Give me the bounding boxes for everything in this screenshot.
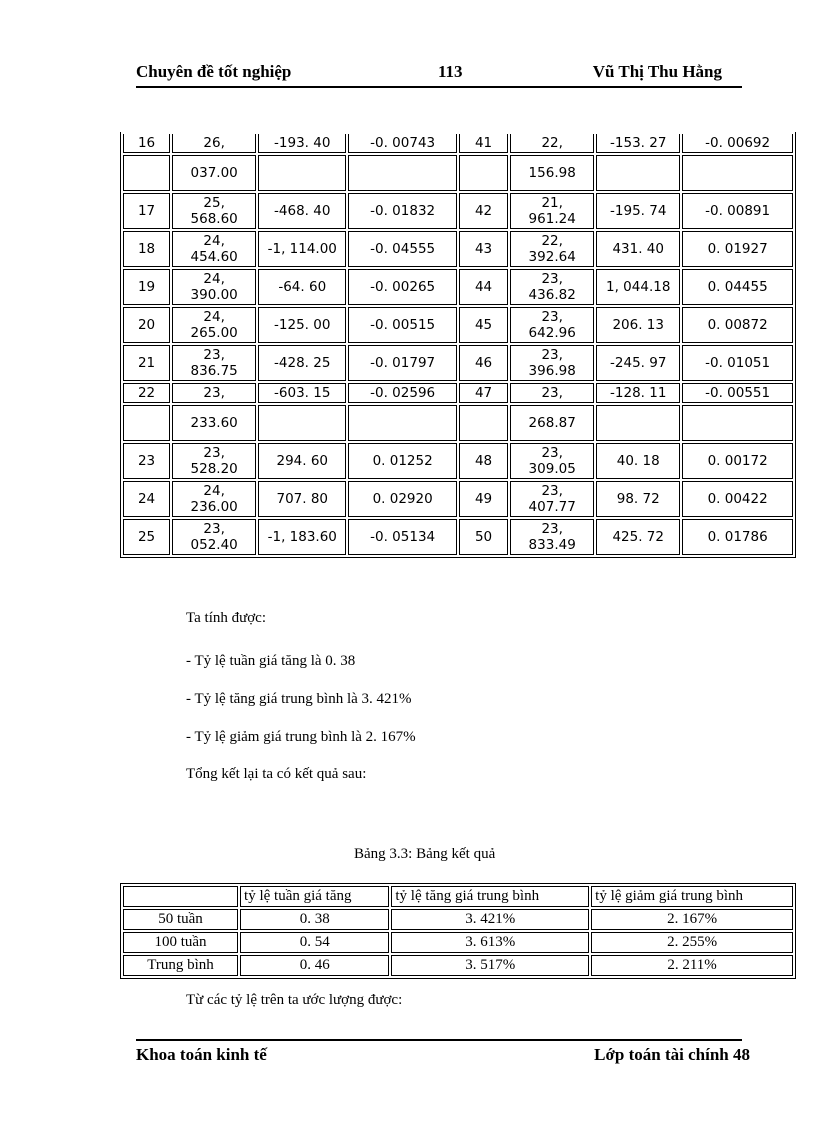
table-cell: 22 (123, 383, 170, 403)
table-cell (348, 155, 457, 191)
summary-cell: 0. 38 (240, 909, 389, 930)
table-cell: -128. 11 (596, 383, 680, 403)
table-cell (682, 405, 793, 441)
table-cell: 23, 052.40 (172, 519, 256, 555)
table-cell: 23, 836.75 (172, 345, 256, 381)
table-cell: 98. 72 (596, 481, 680, 517)
table-cell (123, 155, 170, 191)
table-cell: 23, 407.77 (510, 481, 594, 517)
summary-row (123, 909, 793, 930)
table-cell: 268.87 (510, 405, 594, 441)
header-author: Vũ Thị Thu Hằng (592, 62, 722, 81)
table-cell: 0. 04455 (682, 269, 793, 305)
table-row (123, 193, 793, 229)
summary-cell: 0. 46 (240, 955, 389, 976)
table-cell: 0. 01252 (348, 443, 457, 479)
summary-cell: 3. 421% (391, 909, 589, 930)
table-cell: -0. 00891 (682, 193, 793, 229)
table-cell: 206. 13 (596, 307, 680, 343)
table-cell: 425. 72 (596, 519, 680, 555)
table-cell: 25 (123, 519, 170, 555)
table-cell: 24, 390.00 (172, 269, 256, 305)
page-footer (136, 1039, 750, 1069)
table-cell: -0. 02596 (348, 383, 457, 403)
table-cell: -0. 01832 (348, 193, 457, 229)
table-cell: 45 (459, 307, 508, 343)
table-cell: 294. 60 (258, 443, 346, 479)
summary-cell: 3. 613% (391, 932, 589, 953)
table-cell: 21 (123, 345, 170, 381)
table-cell: 47 (459, 383, 508, 403)
table-cell: -468. 40 (258, 193, 346, 229)
table-cell: -1, 114.00 (258, 231, 346, 267)
table-cell: -193. 40 (258, 134, 346, 153)
table-cell: -195. 74 (596, 193, 680, 229)
summary-row (123, 955, 793, 976)
paragraph-avg-increase: - Tỷ lệ tăng giá trung bình là 3. 421% (186, 691, 412, 707)
table-cell: -153. 27 (596, 134, 680, 153)
table-cell: 24, 265.00 (172, 307, 256, 343)
summary-cell: 3. 517% (391, 955, 589, 976)
table-row (123, 383, 793, 403)
table-cell: -0. 01797 (348, 345, 457, 381)
table-row (123, 405, 793, 441)
table-cell (596, 155, 680, 191)
table-cell: -125. 00 (258, 307, 346, 343)
table-cell: 24, 454.60 (172, 231, 256, 267)
table-cell (682, 155, 793, 191)
table-cell (459, 405, 508, 441)
table-cell: 0. 00422 (682, 481, 793, 517)
table-cell: 23, (172, 383, 256, 403)
summary-table (120, 883, 796, 979)
table-cell: -0. 05134 (348, 519, 457, 555)
table-cell: 23, 396.98 (510, 345, 594, 381)
summary-header-cell: tỷ lệ tăng giá trung bình (391, 886, 589, 907)
table-row (123, 231, 793, 267)
table-cell: 0. 01927 (682, 231, 793, 267)
paragraph-up-week-ratio: - Tỷ lệ tuần giá tăng là 0. 38 (186, 653, 356, 669)
weekly-price-table (120, 132, 796, 558)
table-cell: 23, (510, 383, 594, 403)
table-cell: -0. 01051 (682, 345, 793, 381)
table-cell: 41 (459, 134, 508, 153)
table-cell: -0. 00692 (682, 134, 793, 153)
table-cell: 24, 236.00 (172, 481, 256, 517)
table-cell: 23 (123, 443, 170, 479)
table-cell: 26, (172, 134, 256, 153)
table-cell: -603. 15 (258, 383, 346, 403)
paragraph-summary-intro: Tổng kết lại ta có kết quả sau: (186, 766, 367, 782)
table-cell: 156.98 (510, 155, 594, 191)
table-cell: 18 (123, 231, 170, 267)
table-cell: 20 (123, 307, 170, 343)
table-cell: 42 (459, 193, 508, 229)
footer-faculty: Khoa toán kinh tế (136, 1045, 267, 1064)
table-row (123, 345, 793, 381)
summary-row (123, 932, 793, 953)
table-cell: 233.60 (172, 405, 256, 441)
table-cell: 46 (459, 345, 508, 381)
table-cell (596, 405, 680, 441)
summary-cell: 2. 167% (591, 909, 793, 930)
paragraph-estimate-intro: Từ các tỷ lệ trên ta ước lượng được: (186, 992, 403, 1008)
table-cell: 19 (123, 269, 170, 305)
table-cell: 23, 642.96 (510, 307, 594, 343)
table-cell (123, 405, 170, 441)
table-cell (348, 405, 457, 441)
table-cell: 48 (459, 443, 508, 479)
table-cell: 43 (459, 231, 508, 267)
table-cell: 40. 18 (596, 443, 680, 479)
summary-row-label: 50 tuần (123, 909, 238, 930)
table-cell: 431. 40 (596, 231, 680, 267)
table-row (123, 519, 793, 555)
summary-cell: 0. 54 (240, 932, 389, 953)
table-cell: -0. 00743 (348, 134, 457, 153)
summary-header-cell: tỷ lệ giảm giá trung bình (591, 886, 793, 907)
table-cell: 707. 80 (258, 481, 346, 517)
table-cell: 24 (123, 481, 170, 517)
table-cell: 0. 00872 (682, 307, 793, 343)
summary-header-cell (123, 886, 238, 907)
summary-header-row (123, 886, 793, 907)
summary-header-cell: tỷ lệ tuần giá tăng (240, 886, 389, 907)
table-row (123, 134, 793, 153)
table-cell: 50 (459, 519, 508, 555)
summary-row-label: Trung bình (123, 955, 238, 976)
table-cell: 0. 02920 (348, 481, 457, 517)
table-cell: 037.00 (172, 155, 256, 191)
table-cell: 23, 436.82 (510, 269, 594, 305)
table-cell: 44 (459, 269, 508, 305)
table-row (123, 269, 793, 305)
table-row (123, 155, 793, 191)
table-row (123, 443, 793, 479)
summary-cell: 2. 255% (591, 932, 793, 953)
table-cell: 22, 392.64 (510, 231, 594, 267)
paragraph-avg-decrease: - Tỷ lệ giảm giá trung bình là 2. 167% (186, 729, 416, 745)
table-cell: 23, 309.05 (510, 443, 594, 479)
table-cell: 1, 044.18 (596, 269, 680, 305)
paragraph-calc-intro: Ta tính được: (186, 610, 266, 626)
table-cell: -0. 00551 (682, 383, 793, 403)
table-cell: -1, 183.60 (258, 519, 346, 555)
table-cell: 21, 961.24 (510, 193, 594, 229)
table-cell: 22, (510, 134, 594, 153)
page-header (136, 62, 742, 88)
table-cell (258, 155, 346, 191)
table-cell (258, 405, 346, 441)
table-cell: 23, 833.49 (510, 519, 594, 555)
table-cell: 0. 00172 (682, 443, 793, 479)
footer-class: Lớp toán tài chính 48 (594, 1045, 750, 1064)
table-cell: 16 (123, 134, 170, 153)
table-cell (459, 155, 508, 191)
table-cell: 17 (123, 193, 170, 229)
table-cell: 23, 528.20 (172, 443, 256, 479)
table-cell: 0. 01786 (682, 519, 793, 555)
table-cell: -64. 60 (258, 269, 346, 305)
table-cell: 25, 568.60 (172, 193, 256, 229)
table-row (123, 481, 793, 517)
table-cell: -245. 97 (596, 345, 680, 381)
table-cell: -0. 04555 (348, 231, 457, 267)
table-cell: -0. 00515 (348, 307, 457, 343)
table-cell: 49 (459, 481, 508, 517)
table-cell: -428. 25 (258, 345, 346, 381)
table-caption: Bảng 3.3: Bảng kết quả (354, 846, 496, 862)
page-number: 113 (438, 62, 463, 81)
summary-cell: 2. 211% (591, 955, 793, 976)
table-row (123, 307, 793, 343)
summary-row-label: 100 tuần (123, 932, 238, 953)
header-title: Chuyên đề tốt nghiệp (136, 62, 292, 81)
table-cell: -0. 00265 (348, 269, 457, 305)
